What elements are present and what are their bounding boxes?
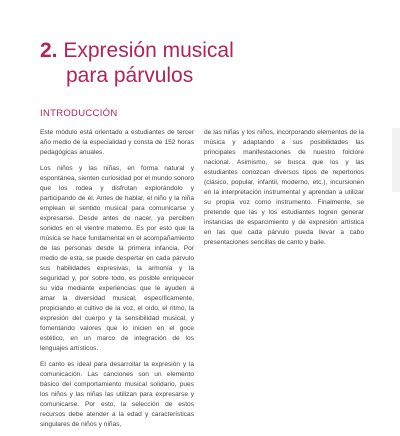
left-column [40,128,194,436]
module-number: 2. [40,39,58,62]
module-title-line-2: para párvulos [66,64,194,87]
page-edge-tab [392,128,400,192]
heading-line-1 [40,38,234,63]
paragraph: de las niñas y los niños, incorporando elementos de la música y adaptando a sus posibilidades las principales manifestaciones de nuestro folclore nacional. Asimismo, se busca que los y las estudiantes conozcan diversos tipos de repertorios (clásico, popular, infantil, moderno, etc.), incursionen en la interpretación instrumental y aprendan a utilizar su propia voz como instrumento. Finalmente, se pretende que las y los estudiantes logren generar instancias de esparcimiento y de expresión artística en las que cada párvulo pueda llevar a cabo presentaciones sencillas de canto y baile. [204,129,364,246]
paragraph: El canto es ideal para desarrollar la expresión y la comunicación. Las canciones son un elemento básico del comportamiento musical solidario, pues los niños y las niñas las utilizan para expresarse y comunicarse. Por esto, la selección de estos recursos debe atender a la edad y características singulares de niños y niñas, [40,361,194,428]
paragraph: Este módulo está orientado a estudiantes de tercer año medio de la especialidad y consta de 152 horas pedagógicas anuales. [40,129,194,156]
section-heading: INTRODUCCIÓN [40,108,118,119]
paragraph: Los niños y las niñas, en forma natural y espontánea, sienten curiosidad por el mundo sonoro que los rodea y disfrutan explorándolo y participando de él. Antes de hablar, el niño y la niña emplean el sentido musical para comunicarse y expresarse. Desde antes de nacer, ya perciben sonidos en el vientre materno. Es por esto que la música se hace fundamental en el acompañamiento de las personas desde la primera infancia. Por medio de esta, se puede despertar en cada párvulo sus habilidades expresivas, la armonía y la seguridad y, por sobre todo, es posible enriquecer su vida mediante experiencias que le ayuden a amar la diversidad musical, específicamente, propiciando el cultivo de la voz, el oído, el ritmo, la expresión del cuerpo y la sensibilidad musical, y fomentando valores que lo inicien en el goce estético, en un marco de integración de los lenguajes artísticos. [40,165,194,352]
module-title-line-1: Expresión musical [63,39,234,62]
module-heading [40,38,234,88]
heading-line-2 [40,63,234,88]
right-column [204,128,364,254]
